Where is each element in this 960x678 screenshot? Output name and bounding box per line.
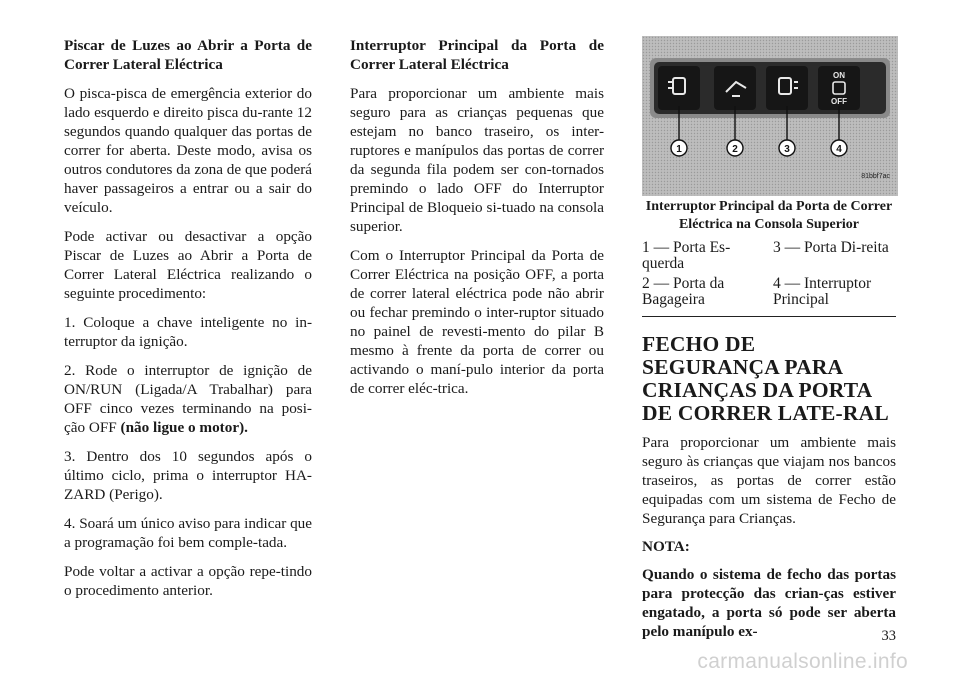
- legend-item: 2 — Porta da Bagageira: [642, 275, 725, 308]
- step-1: 1. Coloque a chave inteligente no in-terruptor da ignição.: [64, 314, 312, 350]
- callout-1: 1: [676, 144, 682, 155]
- figure-caption: Interruptor Principal da Porta de Correr Eléctrica na Consola Superior: [645, 199, 893, 232]
- switch-on-label: ON: [833, 71, 845, 80]
- column-left: [64, 36, 312, 610]
- figure-code: 81bbf7ac: [861, 173, 890, 180]
- step-3: 3. Dentro dos 10 segundos após o último ciclo, prima o interruptor HA-ZARD (Perigo).: [64, 448, 312, 503]
- right-door-switch: [766, 66, 808, 110]
- paragraph: Para proporcionar um ambiente mais seguro às crianças que viajam nos bancos traseiros, as portas de correr estão equipadas com um sistema de Fecho de Segurança para Crianças.: [642, 434, 896, 527]
- step-2-text: 2. Rode o interruptor de ignição de ON/RUN (Ligada/A Trabalhar) para OFF cinco vezes terminando na posi-ção OFF: [64, 362, 312, 436]
- page-number: 33: [881, 628, 896, 644]
- callout-4: 4: [836, 144, 842, 155]
- legend-item: 3 — Porta Di-reita: [773, 239, 889, 256]
- column-middle: [350, 36, 604, 408]
- watermark: carmanualsonline.info: [697, 650, 908, 673]
- callout-2: 2: [732, 144, 738, 155]
- note-label: NOTA:: [642, 538, 690, 555]
- paragraph: Pode activar ou desactivar a opção Piscar de Luzes ao Abrir a Porta de Correr Lateral Eléctrica realizando o seguinte procedimento:: [64, 228, 312, 302]
- paragraph: O pisca-pisca de emergência exterior do lado esquerdo e direito pisca du-rante 12 segundos quando qualquer das portas de correr for aberta. Deste modo, avisa os outros condutores da zona de que poderá haver passageiros a entrar ou a sair do veículo.: [64, 85, 312, 216]
- paragraph: Com o Interruptor Principal da Porta de Correr Eléctrica na posição OFF, a porta de correr lateral eléctrica pode não abrir ou fechar premindo o inter-ruptor situado no painel de revesti-mento do pilar B mesmo à frente da porta de correr ou activando o maní-pulo interior da porta de correr eléc-trica.: [350, 247, 604, 397]
- legend-item: 4 — Interruptor Principal: [773, 275, 872, 308]
- section-title-hazard-flash: Piscar de Luzes ao Abrir a Porta de Correr Lateral Eléctrica: [64, 37, 312, 73]
- step-2: [64, 361, 312, 437]
- figure-legend: [642, 240, 896, 317]
- note-text: Quando o sistema de fecho das portas para protecção das crian-ças estiver engatado, a porta só pode ser aberta pelo manípulo ex-: [642, 566, 896, 640]
- section-title-master-switch: Interruptor Principal da Porta de Correr Lateral Eléctrica: [350, 37, 604, 73]
- callout-3: 3: [784, 144, 790, 155]
- switch-panel-illustration: [642, 36, 898, 196]
- overhead-console-figure: [642, 36, 898, 196]
- paragraph: Para proporcionar um ambiente mais seguro para as crianças pequenas que estejam no banco traseiro, os inter-ruptores e manípulos das portas de correr da segunda fila podem ser con-tornados premindo o lado OFF do Interruptor Principal de Bloqueio si-tuado na consola superior.: [350, 85, 604, 235]
- step-2-warning: (não ligue o motor).: [120, 419, 248, 436]
- liftgate-switch: [714, 66, 756, 110]
- legend-item: 1 — Porta Es-querda: [642, 239, 731, 272]
- step-4: 4. Soará um único aviso para indicar que a programação foi bem comple-tada.: [64, 515, 312, 551]
- left-door-switch: [658, 66, 700, 110]
- paragraph: Pode voltar a activar a opção repe-tindo o procedimento anterior.: [64, 563, 312, 599]
- column-right: [642, 36, 896, 650]
- switch-off-label: OFF: [831, 97, 847, 106]
- section-heading-child-lock: FECHO DE SEGURANÇA PARA CRIANÇAS DA PORTA DE CORRER LATE-RAL: [642, 332, 889, 425]
